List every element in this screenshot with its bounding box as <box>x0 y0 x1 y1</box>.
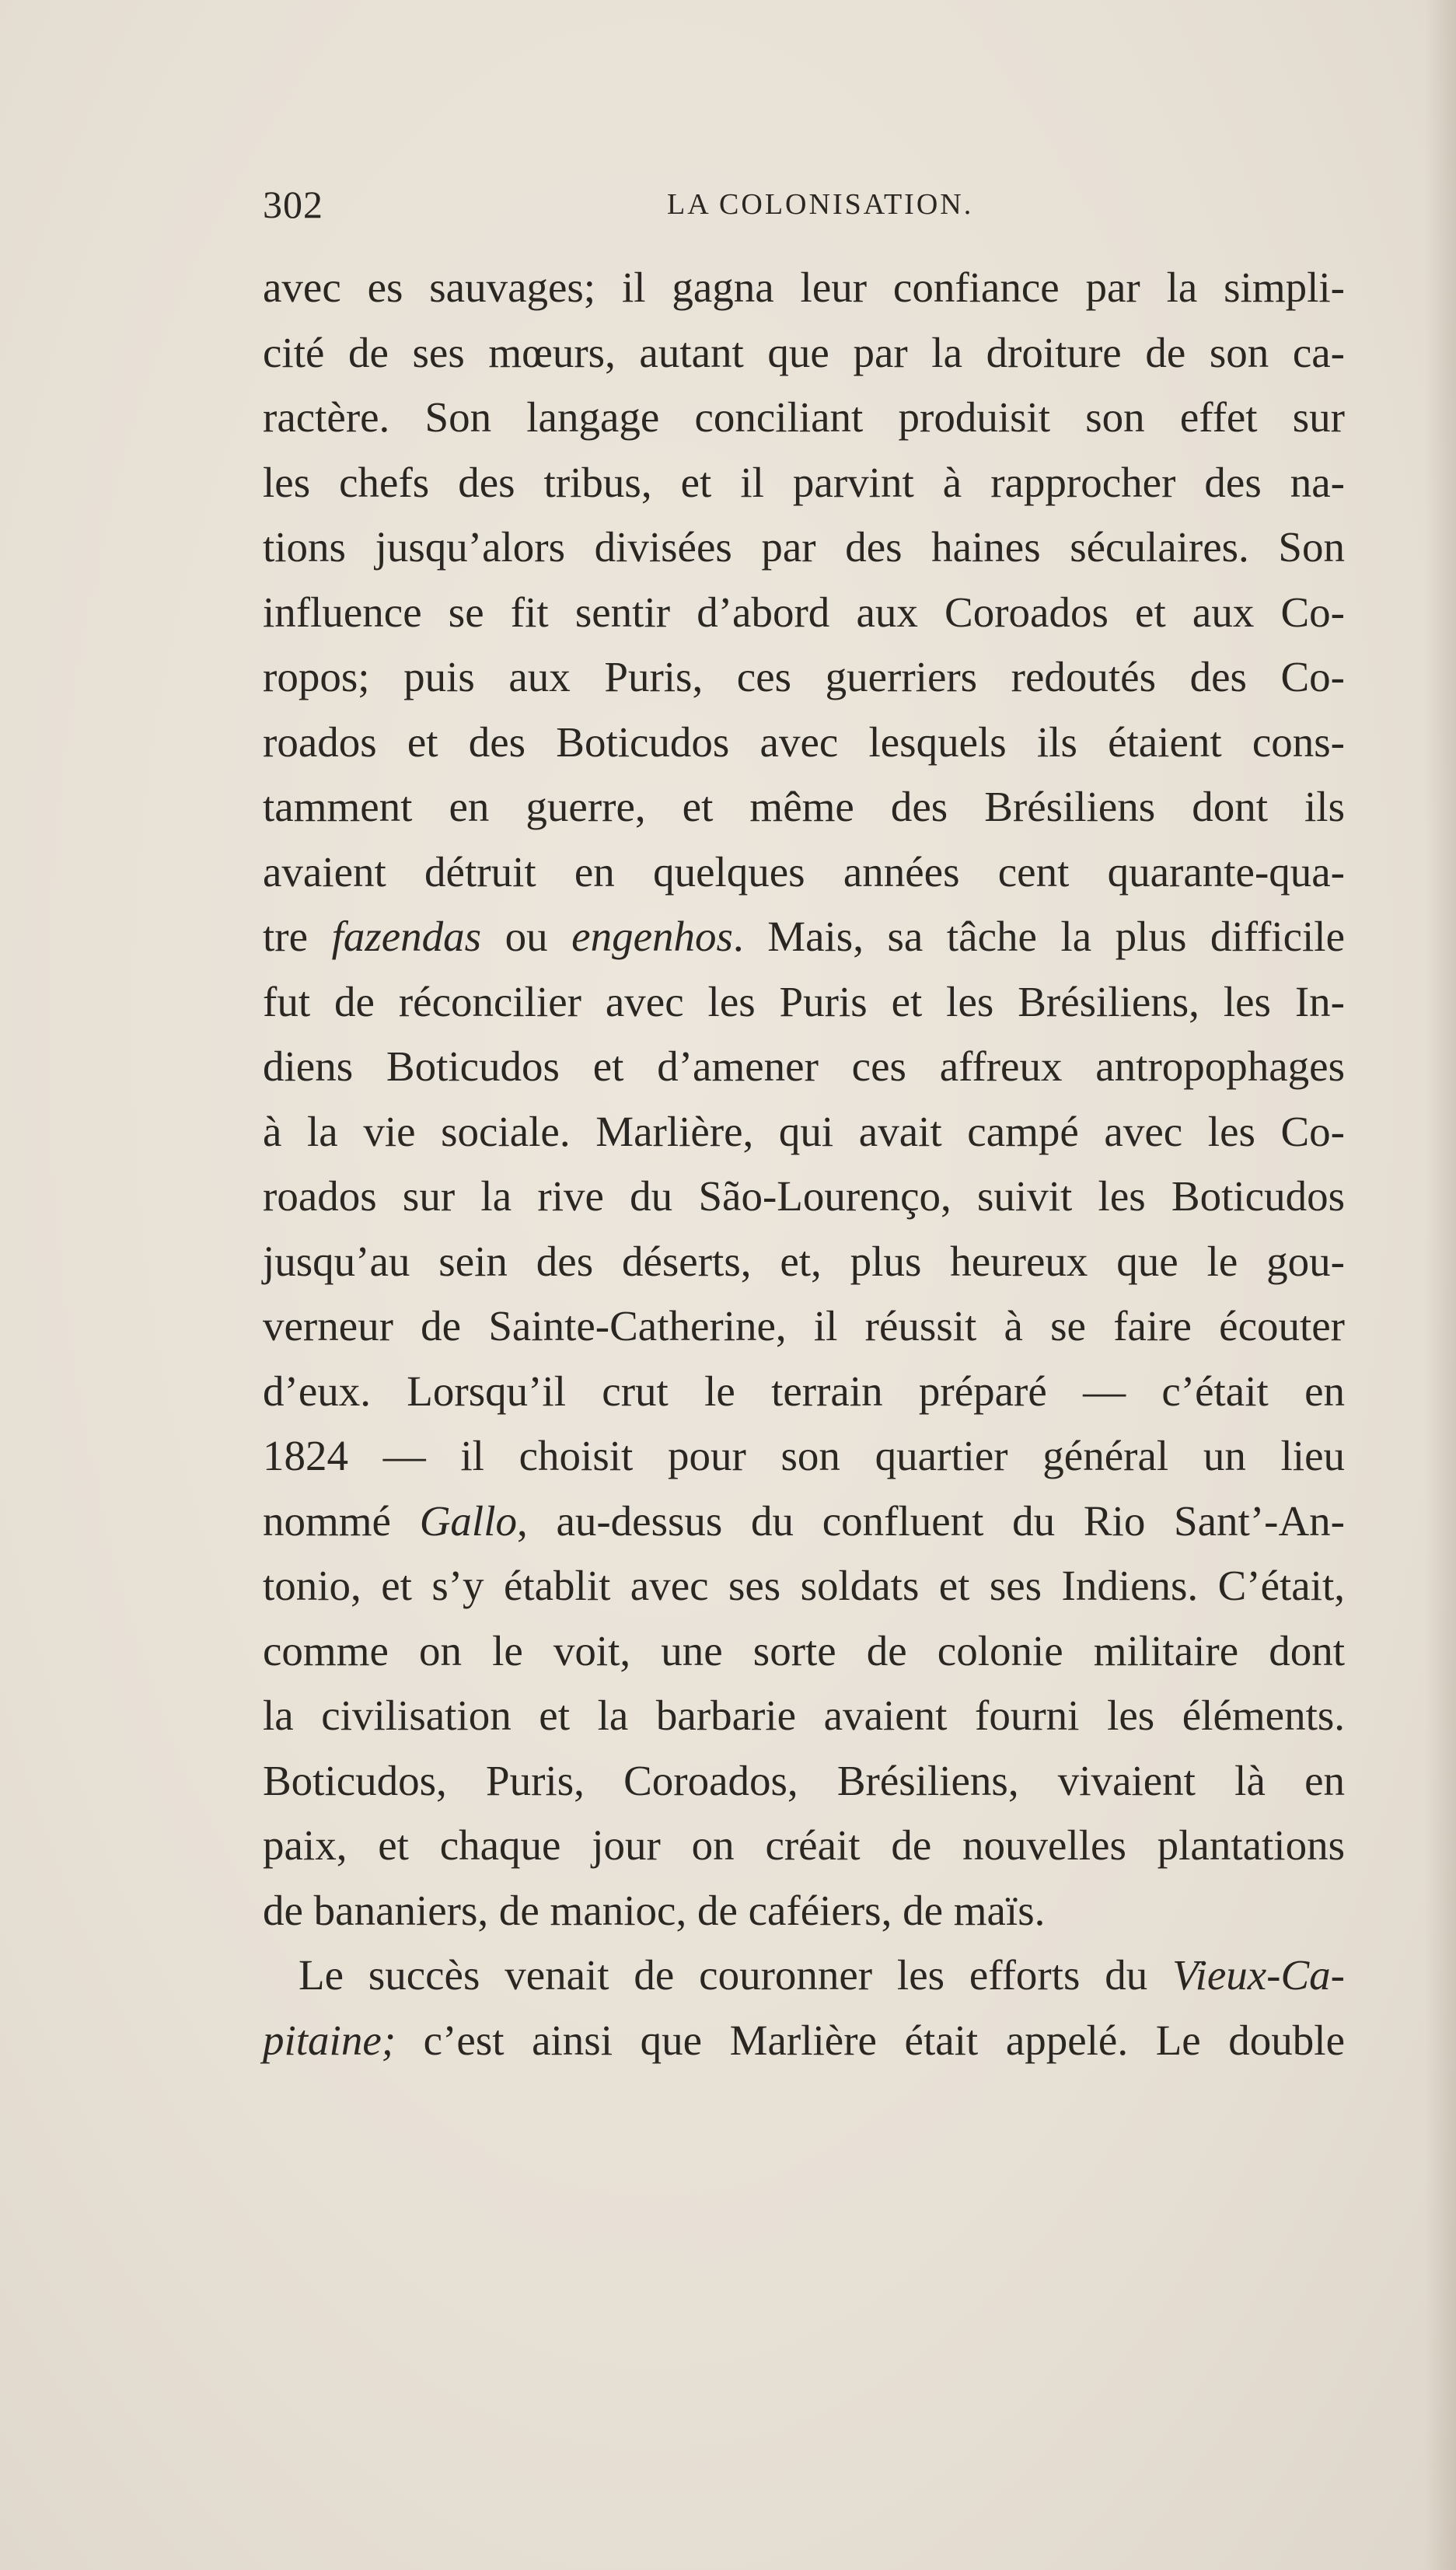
text-line: tamment en guerre, et même des Brésiliens dont ils <box>263 783 1345 830</box>
text-line: paix, et chaque jour on créait de nouvelles plantations <box>263 1821 1345 1869</box>
text-line: jusqu’au sein des déserts, et, plus heureux que le gou- <box>263 1237 1345 1285</box>
text-line: pitaine; c’est ainsi que Marlière était appelé. Le double <box>263 2016 1345 2064</box>
italic-term: engenhos <box>571 913 733 960</box>
running-title: LA COLONISATION. <box>667 188 974 221</box>
text-line: les chefs des tribus, et il parvint à rapprocher des na- <box>263 458 1345 506</box>
text-line: tonio, et s’y établit avec ses soldats et ses Indiens. C’était, <box>263 1562 1345 1609</box>
text-line: diens Boticudos et d’amener ces affreux antropophages <box>263 1042 1345 1090</box>
text-line: de bananiers, de manioc, de caféiers, de maïs. <box>263 1886 1046 1934</box>
text-line: cité de ses mœurs, autant que par la droiture de son ca- <box>263 328 1345 376</box>
text-line: verneur de Sainte-Catherine, il réussit à se faire écouter <box>263 1302 1345 1350</box>
text-line: tre fazendas ou engenhos. Mais, sa tâche la plus difficile <box>263 913 1345 960</box>
italic-term: fazendas <box>331 913 482 960</box>
italic-term: Gallo <box>419 1496 517 1545</box>
text-line: à la vie sociale. Marlière, qui avait campé avec les Co- <box>263 1107 1345 1155</box>
body-text <box>263 255 1345 2072</box>
text-line: ractère. Son langage conciliant produisit son effet sur <box>263 393 1345 441</box>
text-line: avec es sauvages; il gagna leur confiance par la simpli- <box>263 264 1345 311</box>
text-line: d’eux. Lorsqu’il crut le terrain préparé — c’était en <box>263 1367 1345 1415</box>
running-head <box>263 177 1345 232</box>
text-line-indented: Le succès venait de couronner les efforts du Vieux-Ca- <box>299 1951 1345 1999</box>
page-edge-shadow <box>1425 0 1456 2570</box>
page-number: 302 <box>263 183 323 226</box>
text-line: la civilisation et la barbarie avaient fourni les éléments. <box>263 1692 1345 1739</box>
text-line: roados sur la rive du São-Lourenço, suivit les Boticudos <box>263 1172 1345 1220</box>
text-line: tions jusqu’alors divisées par des haines séculaires. Son <box>263 523 1345 571</box>
text-line: avaient détruit en quelques années cent quarante-qua- <box>263 847 1345 896</box>
text-line: fut de réconcilier avec les Puris et les Brésiliens, les In- <box>263 977 1345 1025</box>
text-line: influence se fit sentir d’abord aux Coroados et aux Co- <box>263 588 1345 636</box>
text-line: roados et des Boticudos avec lesquels ils étaient cons- <box>263 718 1345 766</box>
text-line: comme on le voit, une sorte de colonie militaire dont <box>263 1626 1345 1674</box>
italic-term: Vieux-Ca- <box>1172 1951 1345 1999</box>
text-line: ropos; puis aux Puris, ces guerriers redoutés des Co- <box>263 653 1345 700</box>
italic-term: pitaine; <box>263 2016 396 2064</box>
text-line: nommé Gallo, au-dessus du confluent du Rio Sant’-An- <box>263 1496 1345 1545</box>
text-line: Boticudos, Puris, Coroados, Brésiliens, vivaient là en <box>263 1756 1345 1804</box>
text-line: 1824 — il choisit pour son quartier général un lieu <box>263 1432 1345 1479</box>
